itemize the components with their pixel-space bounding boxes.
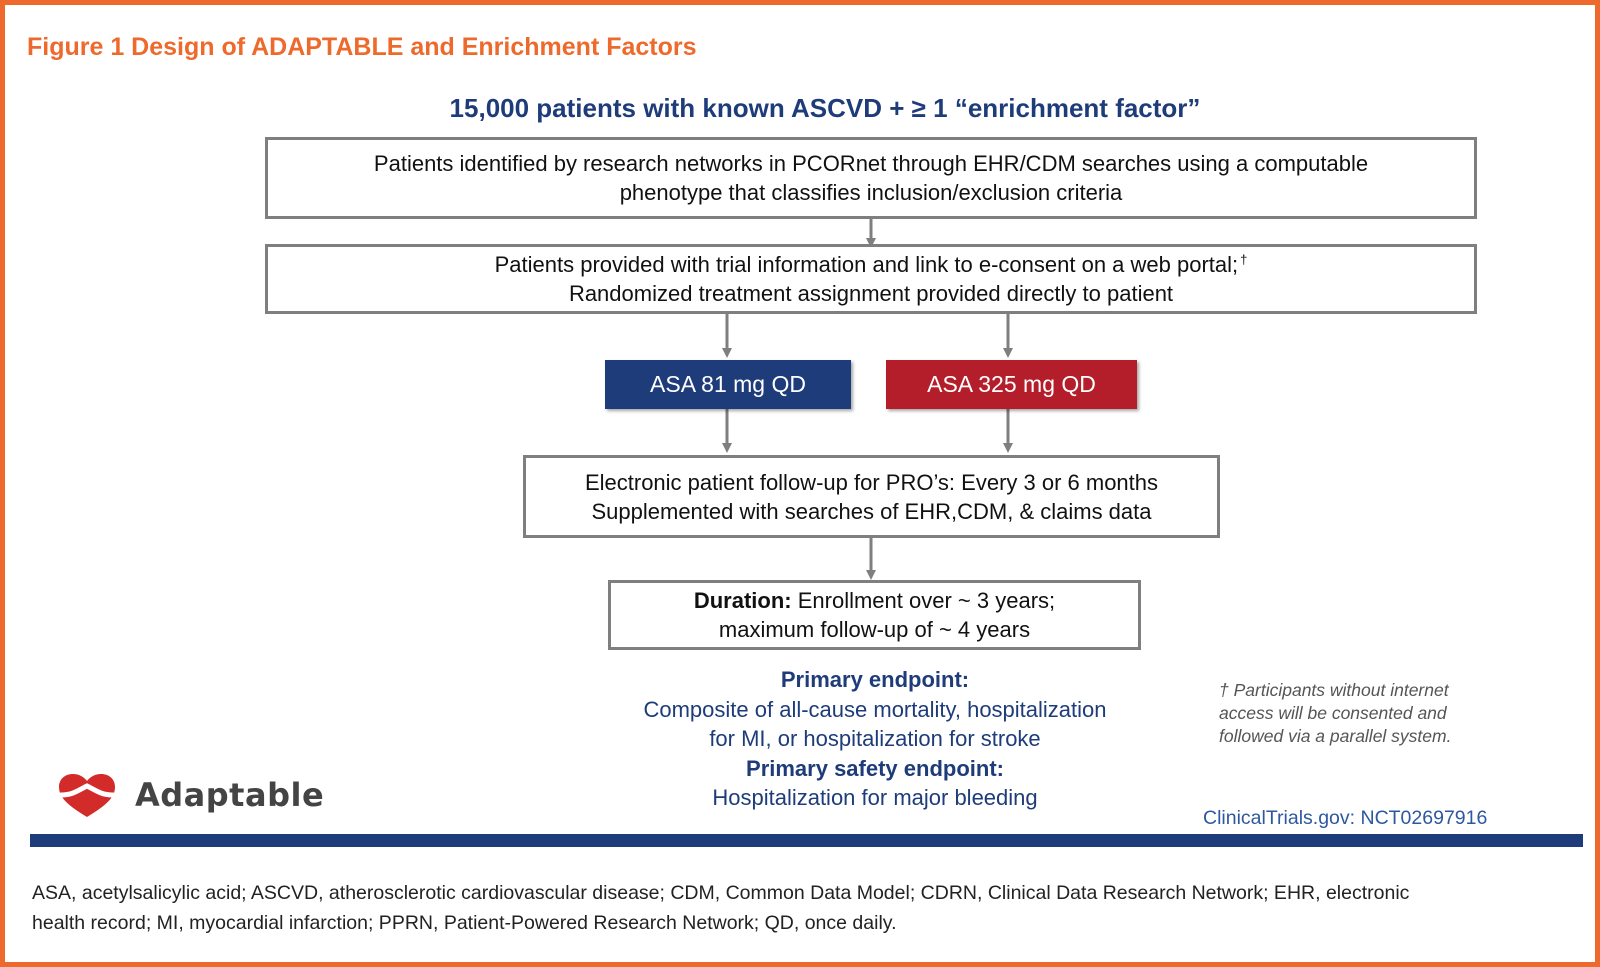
endpoints-block [565,665,1185,813]
primary-endpoint-line-2: for MI, or hospitalization for stroke [709,726,1041,751]
consent-text: Patients provided with trial information and link to e-consent on a web portal; [494,252,1239,277]
divider-bar [30,834,1583,847]
identification-line-1: Patients identified by research networks in PCORnet through EHR/CDM searches using a computable [373,151,1369,176]
duration-enrollment: Enrollment over ~ 3 years; [797,588,1056,613]
follow-up-line-2: Supplemented with searches of EHR,CDM, & claims data [591,498,1152,524]
identification-line-2: phenotype that classifies inclusion/exclusion criteria [619,180,1123,205]
footnote-line-1 [1219,679,1519,702]
arm-asa-81 [605,360,851,409]
trial-registration: ClinicalTrials.gov: NCT02697916 [1203,807,1488,829]
safety-endpoint-label: Primary safety endpoint: [746,755,1004,781]
footnote-dagger: † [1219,680,1229,700]
heart-logo-icon [57,773,117,819]
consent-line-1 [268,250,1474,279]
footnote-text-1: Participants without internet [1233,680,1449,700]
abbreviations-line-2: health record; MI, myocardial infarction; PPRN, Patient-Powered Research Network; QD, once daily. [32,912,897,934]
safety-endpoint-text: Hospitalization for major bleeding [712,785,1038,810]
headline: 15,000 patients with known ASCVD + ≥ 1 “enrichment factor” [449,93,1201,123]
abbreviations-line-1: ASA, acetylsalicylic acid; ASCVD, atherosclerotic cardiovascular disease; CDM, Common Data Model; CDRN, Clinical Data Research Network; EHR, electronic [32,882,1410,904]
follow-up-line-1: Electronic patient follow-up for PRO’s: Every 3 or 6 months [584,469,1159,495]
primary-endpoint-label: Primary endpoint: [780,667,970,692]
footnote-line-3: followed via a parallel system. [1219,726,1452,746]
logo-wordmark: Adaptable [135,776,325,814]
identification-box [265,137,1477,219]
duration-box [608,580,1141,650]
consent-line-2: Randomized treatment assignment provided directly to patient [568,281,1174,306]
consent-box [265,244,1477,314]
dagger-mark: † [1240,251,1248,267]
abbreviations-note [32,878,1572,938]
dagger-footnote [1219,679,1519,748]
figure-title: Figure 1 Design of ADAPTABLE and Enrichment Factors [27,33,697,61]
arm-asa-81-label: ASA 81 mg QD [650,371,806,397]
primary-endpoint-line-1: Composite of all-cause mortality, hospitalization [643,696,1107,722]
footnote-line-2: access will be consented and [1219,703,1447,723]
arm-asa-325 [886,360,1137,409]
duration-line-2: maximum follow-up of ~ 4 years [718,617,1031,642]
follow-up-box [523,455,1220,538]
arm-asa-325-label: ASA 325 mg QD [927,371,1096,397]
duration-line-1 [611,586,1138,615]
duration-label: Duration: [693,588,792,613]
